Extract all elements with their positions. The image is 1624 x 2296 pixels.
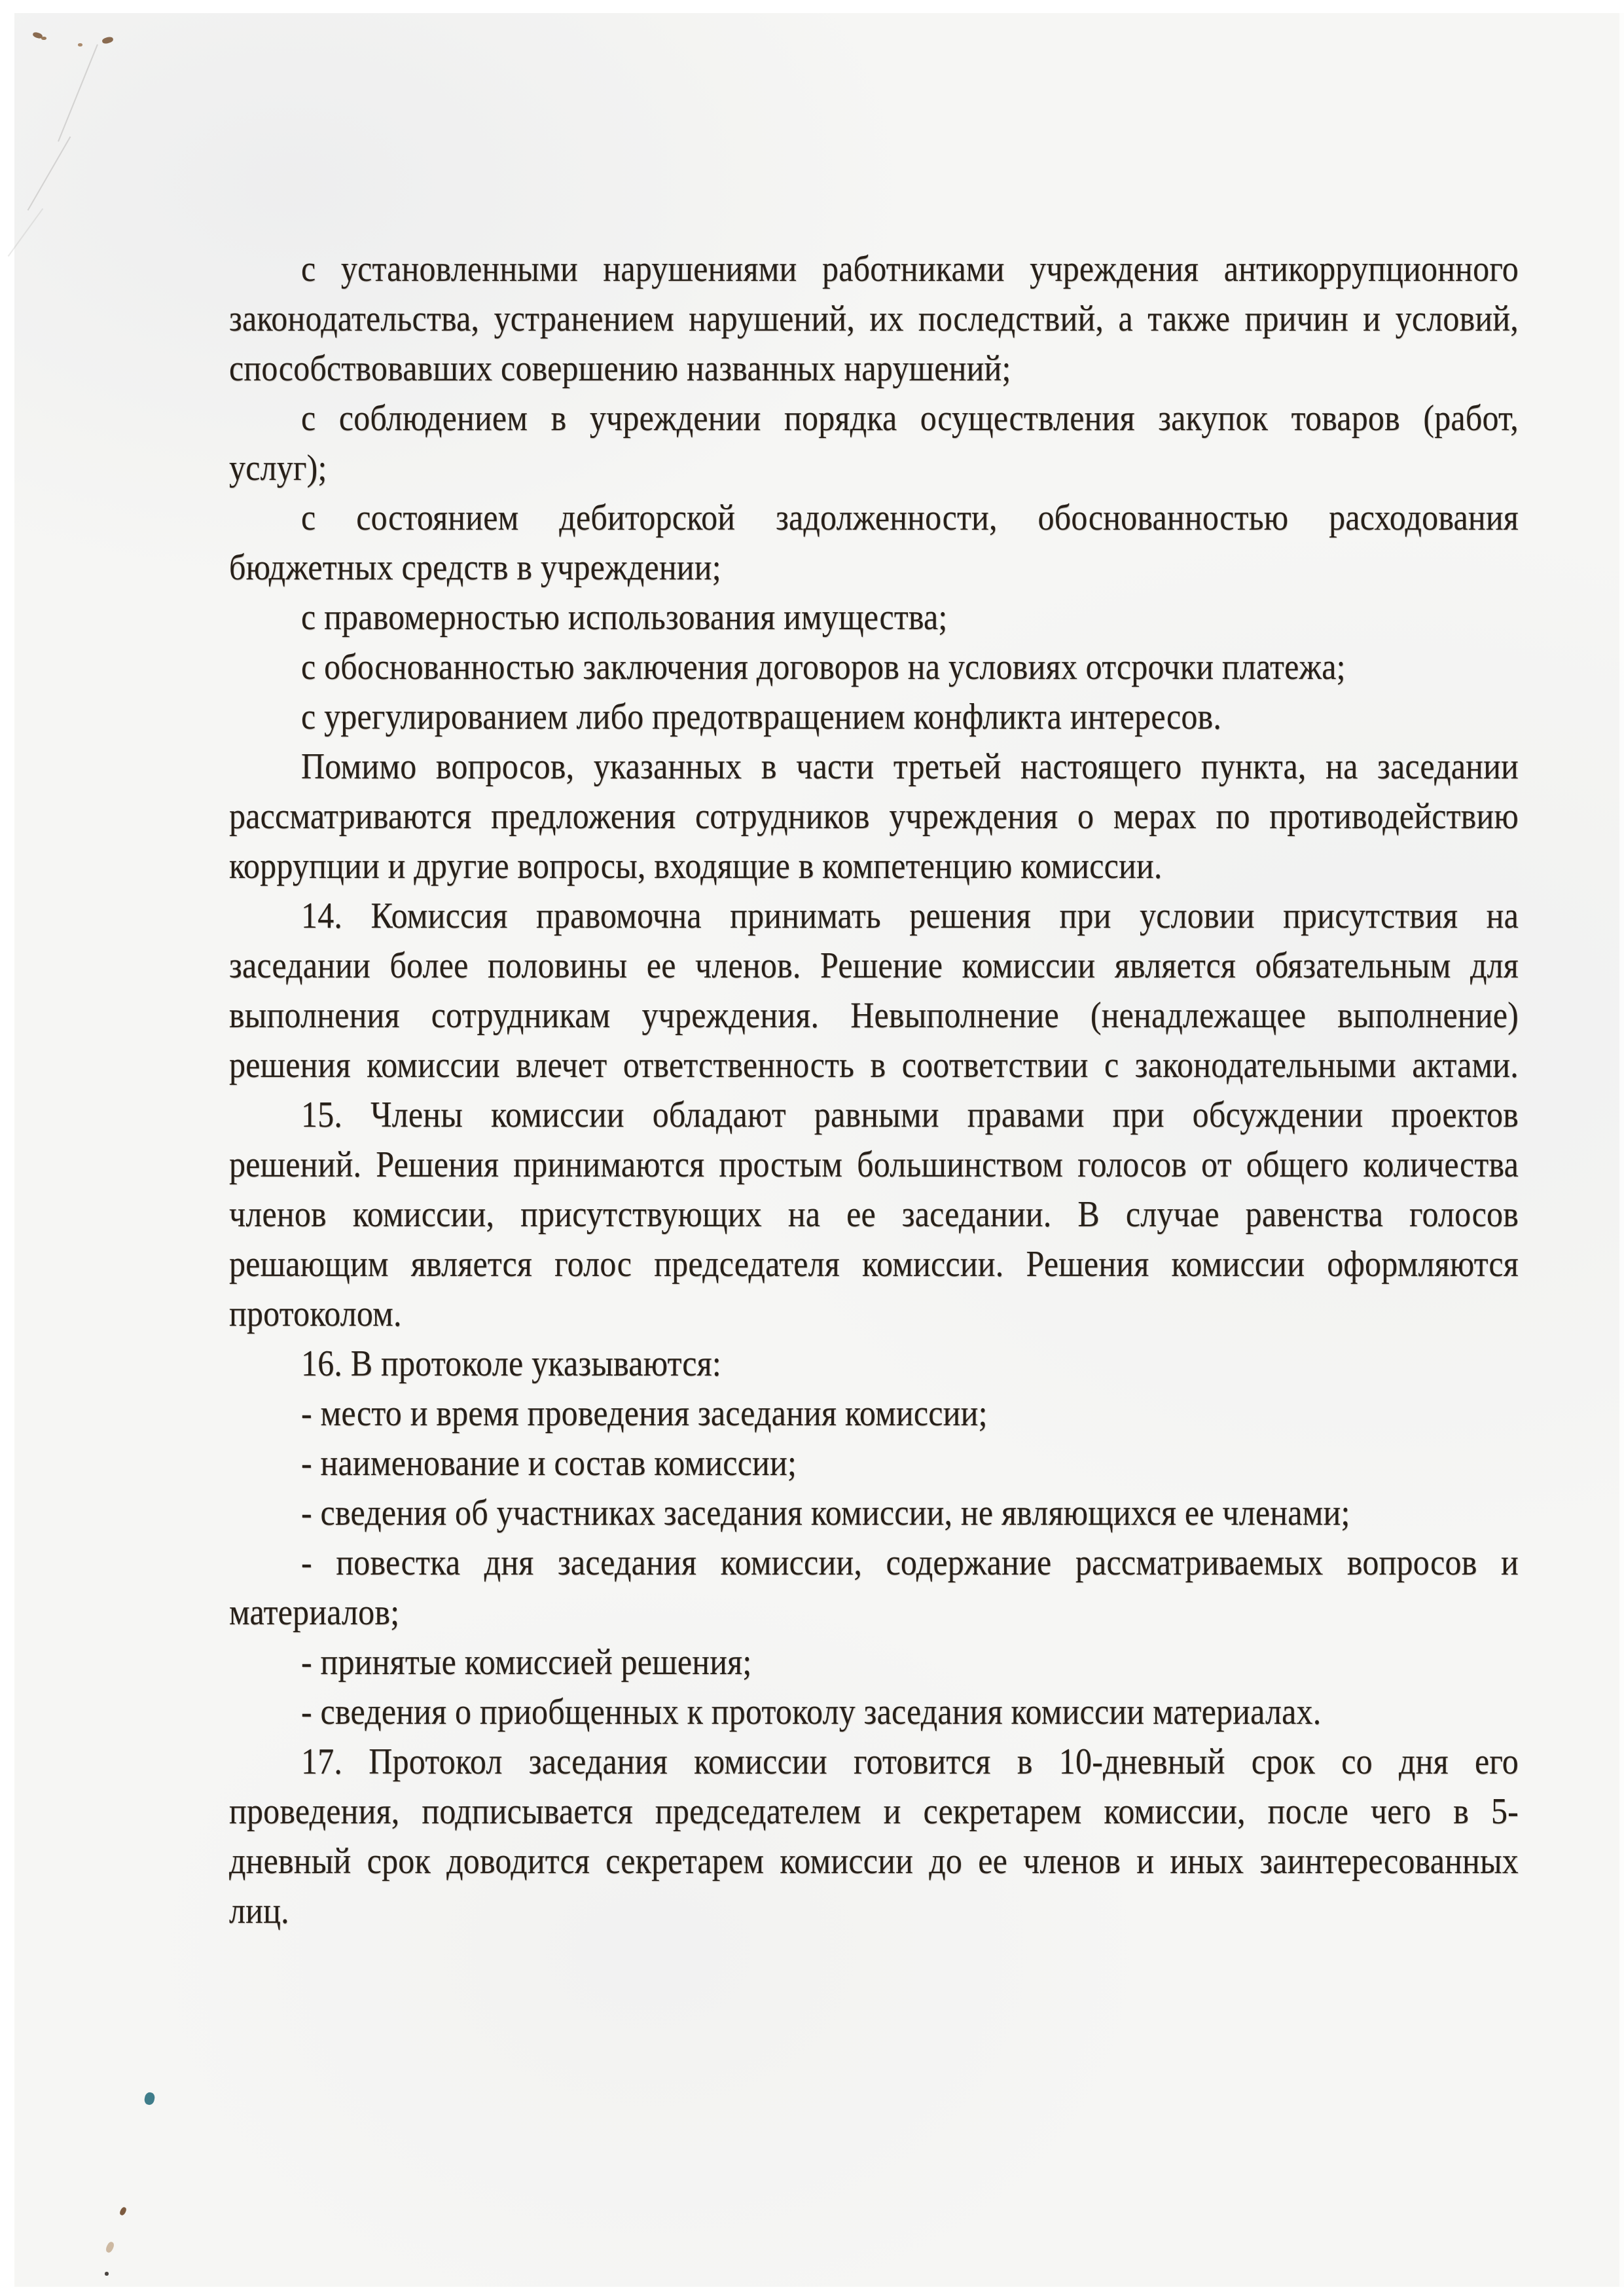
text-line: материалов; [229,1591,400,1633]
text-line: - наименование и состав комиссии; [301,1442,797,1484]
text-line: - принятые комиссией решения; [301,1641,752,1683]
text-line: лиц. [229,1889,289,1931]
paper-crease [27,136,71,211]
text-line: заседании более половины ее членов. Решение комиссии является обязательным для [229,944,1519,986]
scan-speck [143,2092,156,2106]
text-line: законодательства, устранением нарушений, их последствий, а также причин и условий, [229,297,1519,339]
scan-edge-left [0,0,14,2296]
text-line: Помимо вопросов, указанных в части третьей настоящего пункта, на заседании [301,745,1519,787]
scan-speck [101,36,114,45]
text-line: 14. Комиссия правомочна принимать решения при условии присутствия на [301,894,1519,936]
text-line: 17. Протокол заседания комиссии готовится в 10-дневный срок со дня его [301,1740,1519,1782]
text-line: услуг); [229,446,327,488]
text-line: рассматриваются предложения сотрудников учреждения о мерах по противодействию [229,795,1519,837]
text-line: выполнения сотрудникам учреждения. Невыполнение (ненадлежащее выполнение) [229,994,1519,1036]
scan-speck [118,2206,127,2216]
paper-crease [58,44,98,141]
scan-speck [78,43,82,46]
text-line: проведения, подписывается председателем и секретарем комиссии, после чего в 5- [229,1790,1519,1832]
text-line: - повестка дня заседания комиссии, содержание рассматриваемых вопросов и [301,1541,1519,1583]
text-line: с обоснованностью заключения договоров на условиях отсрочки платежа; [301,646,1346,687]
document-text [229,244,1519,1935]
scan-speck [105,2241,115,2254]
scan-edge-bottom [0,2287,1624,2296]
text-line: с правомерностью использования имущества; [301,596,948,638]
text-line: с урегулированием либо предотвращением конфликта интересов. [301,695,1222,737]
text-line: с соблюдением в учреждении порядка осуществления закупок товаров (работ, [301,397,1519,439]
scan-speck [41,37,46,40]
text-line: решения комиссии влечет ответственность в соответствии с законодательными актами. [229,1044,1519,1085]
scan-edge-top [0,0,1624,13]
text-line: с состоянием дебиторской задолженности, обоснованностью расходования [301,496,1519,538]
scan-edge-right [1619,0,1624,2296]
text-line: - место и время проведения заседания комиссии; [301,1392,988,1434]
scan-speck [105,2272,109,2276]
text-line: членов комиссии, присутствующих на ее заседании. В случае равенства голосов [229,1193,1519,1235]
text-line: - сведения об участниках заседания комиссии, не являющихся ее членами; [301,1491,1350,1533]
text-line: бюджетных средств в учреждении; [229,546,721,588]
text-line: коррупции и другие вопросы, входящие в компетенцию комиссии. [229,845,1163,886]
text-line: 15. Члены комиссии обладают равными правами при обсуждении проектов [301,1093,1519,1135]
text-line: протоколом. [229,1292,402,1334]
text-line: способствовавших совершению названных нарушений; [229,347,1011,389]
text-line: с установленными нарушениями работниками учреждения антикоррупционного [301,247,1519,289]
text-line: решений. Решения принимаются простым большинством голосов от общего количества [229,1143,1519,1185]
text-line: - сведения о приобщенных к протоколу заседания комиссии материалах. [301,1690,1322,1732]
text-line: дневный срок доводится секретарем комиссии до ее членов и иных заинтересованных [229,1840,1519,1882]
text-line: решающим является голос председателя комиссии. Решения комиссии оформляются [229,1243,1519,1285]
text-line: 16. В протоколе указываются: [301,1342,721,1384]
